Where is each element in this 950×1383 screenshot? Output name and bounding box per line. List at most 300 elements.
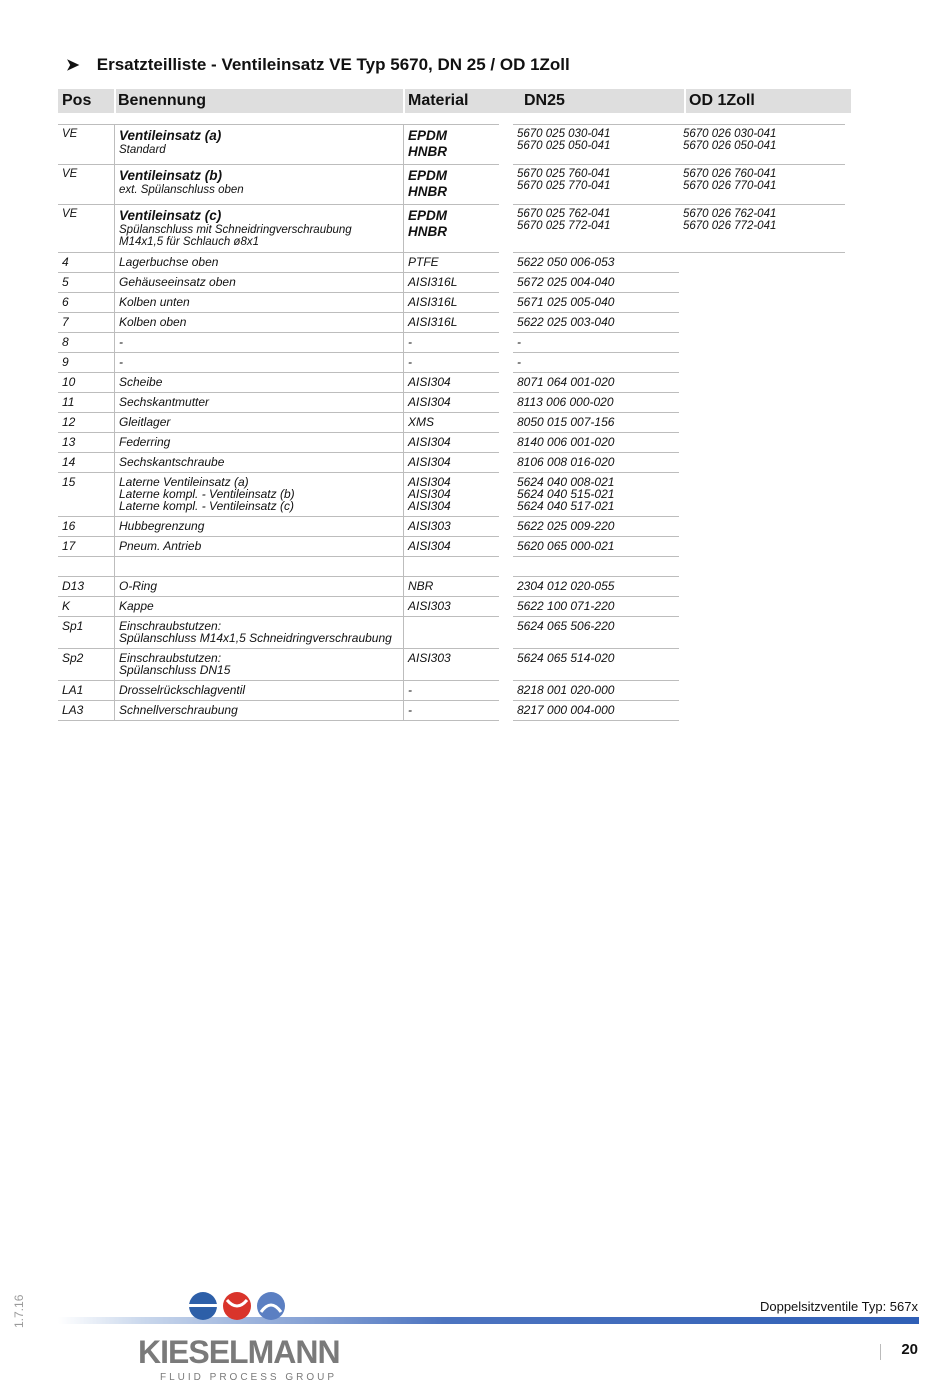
insert-description: ext. Spülanschluss oben [119, 184, 244, 196]
table-row [58, 253, 845, 273]
material-cell-text: XMS [408, 415, 435, 429]
table-row [58, 413, 845, 433]
material-cell [404, 577, 500, 597]
od-cell-empty [679, 413, 845, 433]
od-cell-empty [679, 681, 845, 701]
arrow-icon: ➤ [66, 57, 80, 74]
column-gap [499, 333, 513, 353]
material-cell [404, 393, 500, 413]
table-row [58, 617, 845, 649]
name-cell [115, 473, 404, 517]
dn25-cell [513, 597, 679, 617]
od-cell-empty [679, 333, 845, 353]
material-cell-text: EPDM [408, 128, 448, 143]
dn25-cell-text: 5670 025 772-041 [517, 220, 611, 232]
material-cell-text: AISI303 [408, 519, 451, 533]
dn25-cell [513, 537, 679, 557]
material-cell [404, 557, 500, 577]
pos-cell [58, 681, 115, 701]
pos-cell-text: 5 [62, 275, 69, 289]
name-cell [115, 433, 404, 453]
table-row [58, 537, 845, 557]
dn25-cell-text: 5622 025 003-040 [517, 315, 615, 329]
pos-cell-text: 15 [62, 475, 76, 489]
material-cell-text: AISI316L [408, 315, 458, 329]
material-cell [404, 517, 500, 537]
pos-cell-text: K [62, 599, 71, 613]
od-cell-empty [679, 577, 845, 597]
dn25-cell [513, 353, 679, 373]
pos-cell-text: 10 [62, 375, 76, 389]
insert-description: Spülanschluss mit Schneidringverschraubung [119, 224, 352, 236]
material-cell [404, 473, 500, 517]
dn25-cell-text: 5624 040 008-021 [517, 475, 615, 489]
material-cell-text: AISI304 [408, 395, 451, 409]
pos-cell-text: 17 [62, 539, 76, 553]
dn25-cell-text: - [517, 355, 521, 369]
name-cell-text: Spülanschluss DN15 [119, 663, 231, 677]
name-cell-text: Pneum. Antrieb [119, 539, 202, 553]
column-gap [499, 205, 513, 253]
pos-cell-text: VE [62, 168, 78, 180]
table-row [58, 557, 845, 577]
pos-cell-text: Sp1 [62, 619, 84, 633]
pos-cell [58, 205, 115, 253]
insert-description: Standard [119, 144, 166, 156]
table-row [58, 393, 845, 413]
od-cell-empty [679, 557, 845, 577]
name-cell [115, 557, 404, 577]
od-cell-empty [679, 701, 845, 721]
pos-cell [58, 393, 115, 413]
table-row [58, 453, 845, 473]
header-divider [684, 89, 686, 113]
pos-cell-text: 7 [62, 315, 69, 329]
dn25-cell [513, 373, 679, 393]
material-cell [404, 253, 500, 273]
dn25-cell [513, 413, 679, 433]
od-cell-empty [679, 253, 845, 273]
name-cell-text: - [119, 335, 123, 349]
material-cell [404, 617, 500, 649]
name-cell [115, 353, 404, 373]
pos-cell [58, 473, 115, 517]
name-cell-text: Sechskantschraube [119, 455, 225, 469]
material-cell [404, 165, 500, 205]
pos-cell-text: VE [62, 128, 78, 140]
parts-table [58, 124, 845, 721]
od-cell [679, 205, 845, 253]
header-divider [114, 89, 116, 113]
dn25-cell-text: 5624 040 517-021 [517, 499, 615, 513]
name-cell-text: Gleitlager [119, 415, 171, 429]
name-cell-text: Einschraubstutzen: [119, 651, 222, 665]
column-gap [499, 353, 513, 373]
column-gap [499, 273, 513, 293]
name-cell [115, 293, 404, 313]
od-cell-empty [679, 649, 845, 681]
od-cell-empty [679, 293, 845, 313]
od-cell [679, 125, 845, 165]
material-cell [404, 273, 500, 293]
column-gap [499, 313, 513, 333]
material-cell [404, 293, 500, 313]
material-cell-text: AISI304 [408, 499, 451, 513]
material-cell-text: AISI303 [408, 599, 451, 613]
od-cell-empty [679, 373, 845, 393]
material-cell [404, 433, 500, 453]
pos-cell [58, 649, 115, 681]
od-cell-text: 5670 026 760-041 [683, 168, 777, 180]
pos-cell [58, 701, 115, 721]
dn25-cell-text: 8217 000 004-000 [517, 703, 615, 717]
name-cell-text: Kappe [119, 599, 154, 613]
table-row [58, 205, 845, 253]
pos-cell [58, 313, 115, 333]
col-header-name: Benennung [118, 92, 206, 109]
name-cell-text: Gehäuseeinsatz oben [119, 275, 236, 289]
material-cell-text: AISI316L [408, 295, 458, 309]
column-gap [499, 617, 513, 649]
pos-cell-text: 9 [62, 355, 69, 369]
name-cell-text: - [119, 355, 123, 369]
od-cell-text: 5670 026 030-041 [683, 128, 777, 140]
od-cell-empty [679, 313, 845, 333]
material-cell-text: AISI304 [408, 375, 451, 389]
pos-cell [58, 353, 115, 373]
table-row [58, 125, 845, 165]
dn25-cell [513, 333, 679, 353]
dn25-cell [513, 453, 679, 473]
name-cell-text: Laterne kompl. - Ventileinsatz (c) [119, 499, 294, 513]
material-cell-text: EPDM [408, 208, 448, 223]
material-cell-text: AISI303 [408, 651, 451, 665]
name-cell-text: Laterne Ventileinsatz (a) [119, 475, 249, 489]
material-cell-text: - [408, 703, 412, 717]
od-cell-empty [679, 393, 845, 413]
table-row [58, 433, 845, 453]
page-number-divider [880, 1344, 881, 1360]
column-gap [499, 293, 513, 313]
dn25-cell [513, 253, 679, 273]
column-gap [499, 681, 513, 701]
name-cell [115, 165, 404, 205]
col-header-od: OD 1Zoll [689, 92, 755, 109]
od-cell-empty [679, 433, 845, 453]
dn25-cell-text: 5622 100 071-220 [517, 599, 615, 613]
dn25-cell [513, 577, 679, 597]
name-cell [115, 393, 404, 413]
column-gap [499, 473, 513, 517]
name-cell [115, 577, 404, 597]
name-cell-text: Sechskantmutter [119, 395, 210, 409]
dn25-cell-text: 5670 025 762-041 [517, 208, 611, 220]
od-cell-empty [679, 517, 845, 537]
od-cell-text: 5670 026 050-041 [683, 140, 777, 152]
dn25-cell [513, 273, 679, 293]
pos-cell [58, 517, 115, 537]
name-cell [115, 313, 404, 333]
column-gap [499, 165, 513, 205]
pos-cell [58, 537, 115, 557]
pos-cell-text: 14 [62, 455, 76, 469]
column-gap [499, 517, 513, 537]
dn25-cell-text: 5620 065 000-021 [517, 539, 615, 553]
dn25-cell-text: 8140 006 001-020 [517, 435, 615, 449]
pos-cell [58, 293, 115, 313]
material-cell-text: HNBR [408, 144, 447, 159]
pos-cell-text: Sp2 [62, 651, 84, 665]
material-cell [404, 701, 500, 721]
name-cell [115, 205, 404, 253]
material-cell-text: AISI304 [408, 487, 451, 501]
dn25-cell-text: 5624 065 506-220 [517, 619, 615, 633]
dn25-cell-text: 5670 025 770-041 [517, 180, 611, 192]
pos-cell [58, 433, 115, 453]
section-heading [66, 55, 570, 75]
material-cell-text: AISI304 [408, 455, 451, 469]
pos-cell [58, 453, 115, 473]
name-cell [115, 333, 404, 353]
dn25-cell-text: 5670 025 030-041 [517, 128, 611, 140]
material-cell [404, 313, 500, 333]
insert-name: Ventileinsatz (c) [119, 208, 222, 223]
name-cell [115, 273, 404, 293]
od-cell-empty [679, 617, 845, 649]
name-cell-text: Federring [119, 435, 171, 449]
dn25-cell-text: 5671 025 005-040 [517, 295, 615, 309]
name-cell-text: Lagerbuchse oben [119, 255, 219, 269]
pos-cell-text: 6 [62, 295, 69, 309]
dn25-cell [513, 473, 679, 517]
column-gap [499, 701, 513, 721]
column-gap [499, 413, 513, 433]
material-cell [404, 353, 500, 373]
name-cell [115, 617, 404, 649]
name-cell [115, 701, 404, 721]
name-cell-text: Drosselrückschlagventil [119, 683, 246, 697]
pos-cell-text: 13 [62, 435, 76, 449]
name-cell [115, 649, 404, 681]
table-header [58, 89, 851, 113]
header-divider [403, 89, 405, 113]
name-cell [115, 681, 404, 701]
dn25-cell [513, 433, 679, 453]
column-gap [499, 649, 513, 681]
material-cell-text: - [408, 683, 412, 697]
dn25-cell [513, 517, 679, 537]
pos-cell-text: LA1 [62, 683, 84, 697]
table-row [58, 649, 845, 681]
table-row [58, 517, 845, 537]
od-cell-text: 5670 026 762-041 [683, 208, 777, 220]
insert-name: Ventileinsatz (b) [119, 168, 223, 183]
material-cell [404, 537, 500, 557]
dn25-cell-text: 8071 064 001-020 [517, 375, 615, 389]
material-cell [404, 373, 500, 393]
pos-cell-text: LA3 [62, 703, 84, 717]
dn25-cell-text: 8050 015 007-156 [517, 415, 615, 429]
name-cell-text: O-Ring [119, 579, 158, 593]
pos-cell [58, 333, 115, 353]
table-row [58, 373, 845, 393]
material-cell [404, 333, 500, 353]
pos-cell [58, 557, 115, 577]
dn25-cell [513, 293, 679, 313]
col-header-dn25: DN25 [524, 92, 565, 109]
company-logo-tagline: FLUID PROCESS GROUP [160, 1372, 338, 1383]
name-cell [115, 453, 404, 473]
name-cell [115, 413, 404, 433]
dn25-cell [513, 617, 679, 649]
document-date: 1.7.16 [12, 1294, 26, 1328]
name-cell-text: Scheibe [119, 375, 163, 389]
dn25-cell [513, 165, 679, 205]
material-cell-text: AISI304 [408, 475, 451, 489]
table-row [58, 681, 845, 701]
material-cell [404, 681, 500, 701]
column-gap [499, 393, 513, 413]
table-row [58, 701, 845, 721]
name-cell-text: Kolben unten [119, 295, 190, 309]
material-cell-text: - [408, 355, 412, 369]
column-gap [499, 597, 513, 617]
material-cell [404, 649, 500, 681]
column-gap [499, 433, 513, 453]
table-row [58, 353, 845, 373]
insert-name: Ventileinsatz (a) [119, 128, 222, 143]
od-cell-text: 5670 026 770-041 [683, 180, 777, 192]
dn25-cell [513, 205, 679, 253]
material-cell-text: AISI304 [408, 435, 451, 449]
table-row [58, 597, 845, 617]
table-row [58, 293, 845, 313]
column-gap [499, 453, 513, 473]
dn25-cell-text: 5624 065 514-020 [517, 651, 615, 665]
dn25-cell-text: 5622 025 009-220 [517, 519, 615, 533]
table-row [58, 473, 845, 517]
pos-cell [58, 125, 115, 165]
dn25-cell-text: 8106 008 016-020 [517, 455, 615, 469]
table-row [58, 313, 845, 333]
column-gap [499, 373, 513, 393]
pos-cell [58, 577, 115, 597]
pos-cell-text: D13 [62, 579, 85, 593]
dn25-cell [513, 701, 679, 721]
material-cell-text: AISI316L [408, 275, 458, 289]
company-logo-mark [187, 1290, 287, 1322]
pos-cell-text: 11 [62, 395, 75, 409]
pos-cell [58, 273, 115, 293]
name-cell-text: Laterne kompl. - Ventileinsatz (b) [119, 487, 295, 501]
column-gap [499, 577, 513, 597]
name-cell [115, 537, 404, 557]
material-cell-text: HNBR [408, 184, 447, 199]
insert-description: M14x1,5 für Schlauch ø8x1 [119, 236, 259, 248]
company-logo-name: KIESELMANN [138, 1334, 340, 1370]
material-cell [404, 205, 500, 253]
od-cell-empty [679, 597, 845, 617]
name-cell [115, 517, 404, 537]
col-header-pos: Pos [62, 92, 92, 109]
dn25-cell-text: 8113 006 000-020 [517, 395, 614, 409]
table-row [58, 577, 845, 597]
od-cell-text: 5670 026 772-041 [683, 220, 777, 232]
dn25-cell-text: - [517, 335, 521, 349]
name-cell-text: Schnellverschraubung [119, 703, 238, 717]
od-cell [679, 165, 845, 205]
material-cell-text: AISI304 [408, 539, 451, 553]
od-cell-empty [679, 273, 845, 293]
pos-cell-text: 8 [62, 335, 69, 349]
material-cell [404, 125, 500, 165]
material-cell [404, 597, 500, 617]
name-cell [115, 253, 404, 273]
dn25-cell-text: 5670 025 050-041 [517, 140, 611, 152]
pos-cell [58, 413, 115, 433]
pos-cell [58, 597, 115, 617]
dn25-cell-text: 5624 040 515-021 [517, 487, 615, 501]
dn25-cell [513, 393, 679, 413]
column-gap [499, 537, 513, 557]
dn25-cell-text: 2304 012 020-055 [517, 579, 615, 593]
od-cell-empty [679, 453, 845, 473]
dn25-cell [513, 557, 679, 577]
heading-title: Ersatzteilliste - Ventileinsatz VE Typ 5670, DN 25 / OD 1Zoll [96, 55, 570, 74]
col-header-material: Material [408, 92, 469, 109]
column-gap [499, 253, 513, 273]
dn25-cell-text: 5672 025 004-040 [517, 275, 615, 289]
product-title: Doppelsitzventile Typ: 567x [759, 1299, 918, 1314]
material-cell-text: PTFE [408, 255, 439, 269]
pos-cell-text: 16 [62, 519, 76, 533]
name-cell-text: Spülanschluss M14x1,5 Schneidringverschraubung [119, 631, 392, 645]
name-cell-text: Hubbegrenzung [119, 519, 205, 533]
od-cell-empty [679, 537, 845, 557]
table-row [58, 273, 845, 293]
material-cell [404, 413, 500, 433]
name-cell-text: Kolben oben [119, 315, 187, 329]
pos-cell-text: VE [62, 208, 78, 220]
pos-cell [58, 165, 115, 205]
material-cell-text: EPDM [408, 168, 448, 183]
material-cell-text: - [408, 335, 412, 349]
pos-cell [58, 617, 115, 649]
dn25-cell-text: 5622 050 006-053 [517, 255, 615, 269]
od-cell-empty [679, 473, 845, 517]
dn25-cell [513, 649, 679, 681]
pos-cell-text: 12 [62, 415, 76, 429]
name-cell [115, 125, 404, 165]
material-cell [404, 453, 500, 473]
page-number: 20 [901, 1341, 918, 1358]
table-row [58, 165, 845, 205]
table-row [58, 333, 845, 353]
column-gap [499, 125, 513, 165]
pos-cell [58, 373, 115, 393]
dn25-cell [513, 681, 679, 701]
pos-cell [58, 253, 115, 273]
od-cell-empty [679, 353, 845, 373]
name-cell-text: Einschraubstutzen: [119, 619, 222, 633]
material-cell-text: NBR [408, 579, 434, 593]
name-cell [115, 373, 404, 393]
dn25-cell-text: 8218 001 020-000 [517, 683, 615, 697]
material-cell-text: HNBR [408, 224, 447, 239]
dn25-cell [513, 125, 679, 165]
column-gap [499, 557, 513, 577]
dn25-cell [513, 313, 679, 333]
